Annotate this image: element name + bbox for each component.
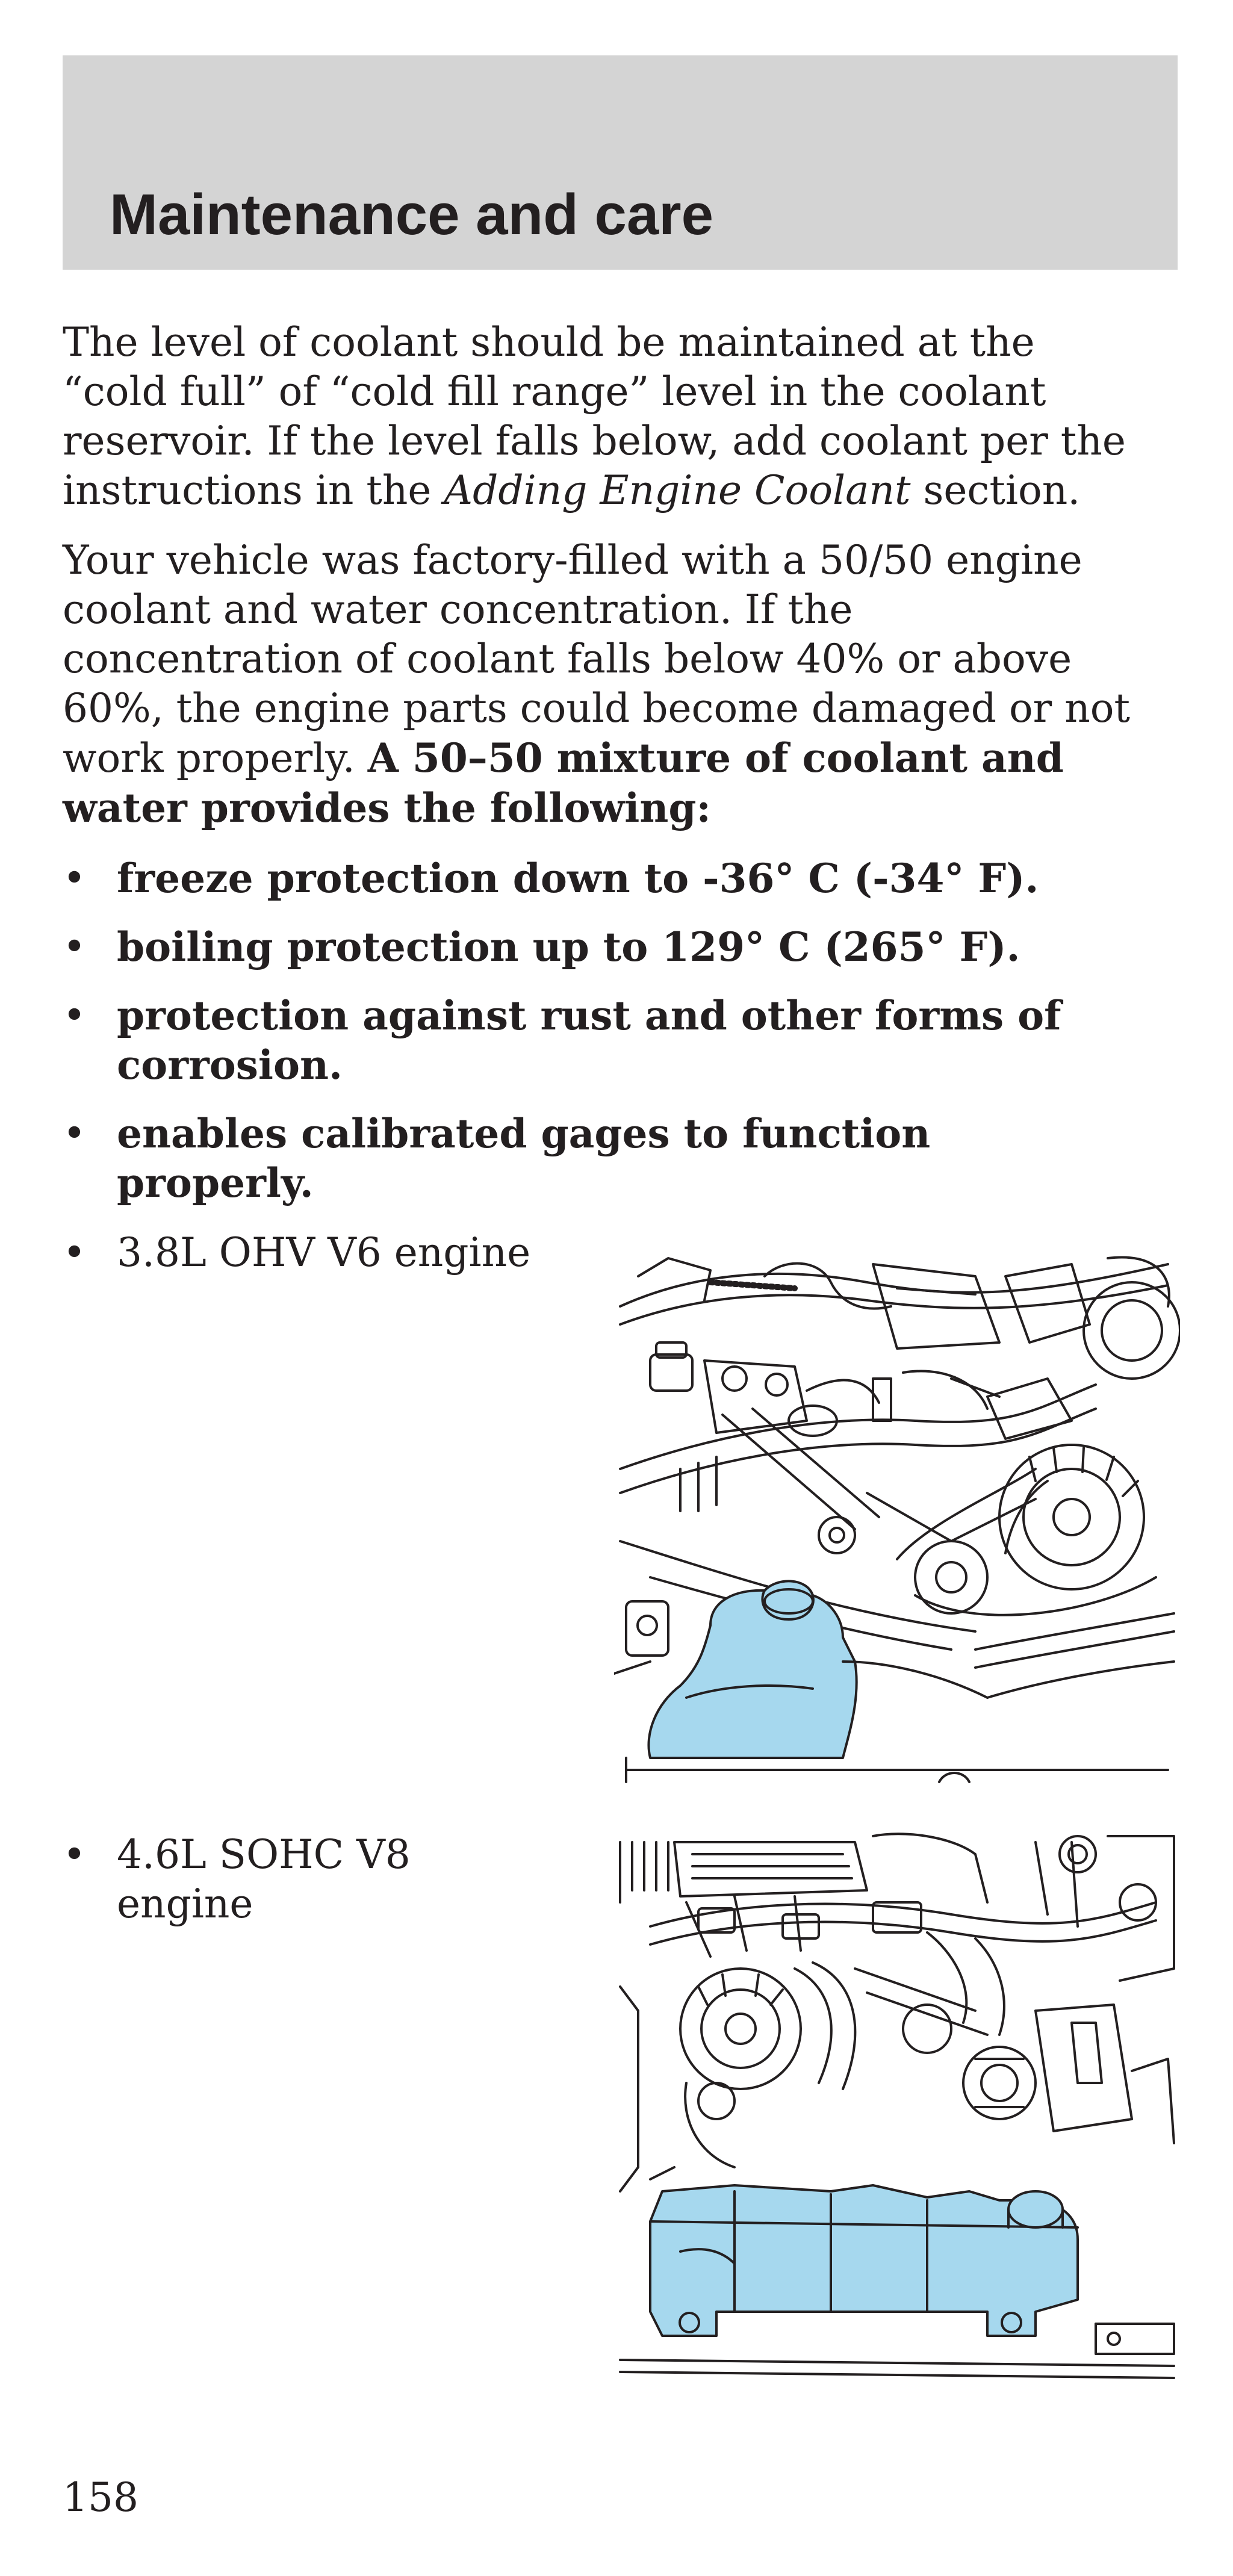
bullet-icon: •: [63, 923, 86, 970]
bullet-icon: •: [63, 1831, 86, 1878]
para1-text: section.: [910, 467, 1081, 514]
para2-line: [63, 733, 1182, 783]
list-item-line: corrosion.: [117, 1041, 343, 1088]
para1-line: [63, 466, 1182, 515]
bullet-icon: •: [63, 992, 86, 1038]
list-item-line: 4.6L SOHC V8: [117, 1831, 411, 1878]
v8-engine-drawing: [614, 1830, 1180, 2390]
para1-line: The level of coolant should be maintained at the: [63, 319, 1035, 365]
list-item-text: boiling protection up to 129° C (265° F).: [117, 923, 1020, 970]
list-item-text: 3.8L OHV V6 engine: [117, 1229, 531, 1276]
list-item-line: properly.: [117, 1159, 314, 1206]
list-item-line: engine: [117, 1881, 253, 1927]
para2-bold-text: A 50–50 mixture of coolant and: [367, 734, 1064, 781]
list-item-line: protection against rust and other forms of: [117, 992, 1061, 1039]
section-header: [63, 55, 1178, 270]
v8-engine-illustration: [614, 1830, 1180, 2390]
para2-line: water provides the following:: [63, 784, 711, 831]
list-item-text: [117, 991, 1061, 1090]
para2-line: coolant and water concentration. If the: [63, 586, 853, 633]
list-item-text: [117, 1830, 411, 1929]
bullet-icon: •: [63, 855, 86, 901]
para2-line: concentration of coolant falls below 40% or above: [63, 636, 1072, 682]
list-item-text: [117, 1109, 930, 1208]
para2-line: Your vehicle was factory-filled with a 50/50 engine: [63, 537, 1082, 583]
v6-engine-illustration: [614, 1240, 1180, 1794]
page-number: 158: [63, 2474, 138, 2521]
list-item-text: freeze protection down to -36° C (-34° F).: [117, 855, 1039, 902]
paragraph-coolant-concentration: [63, 536, 1182, 833]
para1-line: reservoir. If the level falls below, add coolant per the: [63, 418, 1126, 464]
list-item-line: enables calibrated gages to function: [117, 1110, 931, 1157]
section-reference: Adding Engine Coolant: [444, 467, 911, 514]
v6-engine-drawing: [614, 1240, 1180, 1794]
section-title: Maintenance and care: [110, 182, 714, 247]
para2-text: work properly.: [63, 735, 368, 781]
para1-line: “cold full” of “cold fill range” level in the coolant: [63, 368, 1046, 415]
paragraph-coolant-level: [63, 318, 1182, 515]
para1-text: instructions in the: [63, 467, 444, 514]
para2-line: 60%, the engine parts could become damaged or not: [63, 685, 1130, 731]
bullet-icon: •: [63, 1229, 86, 1276]
bullet-icon: •: [63, 1110, 86, 1156]
